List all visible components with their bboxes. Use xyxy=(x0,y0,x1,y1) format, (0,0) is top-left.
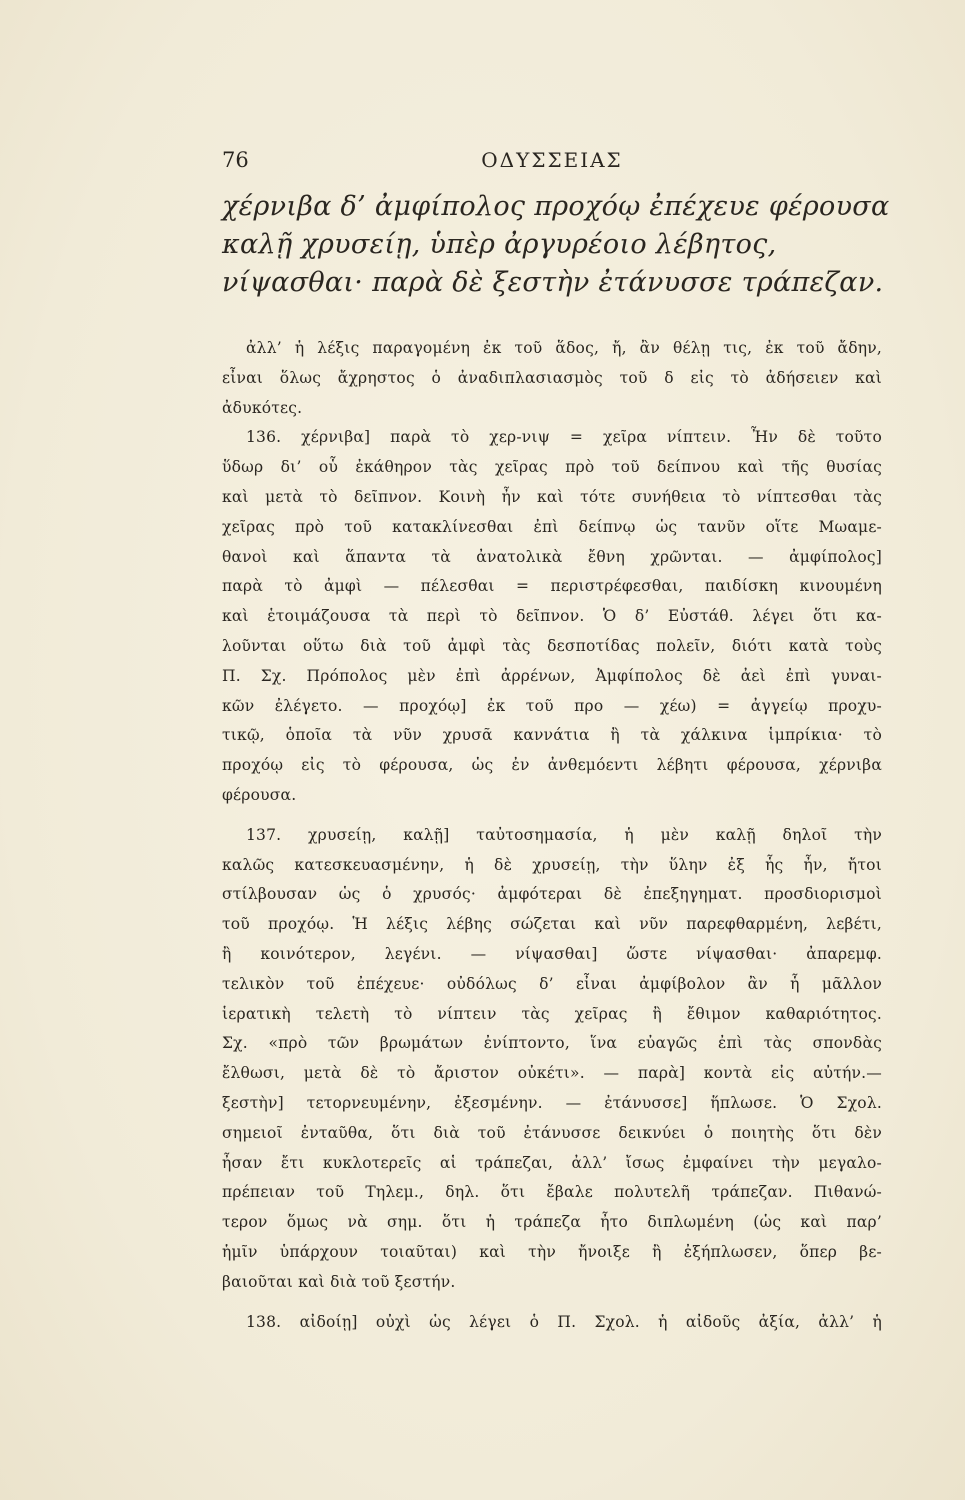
verse-block xyxy=(222,188,890,302)
commentary-line: τοῦ προχόῳ. Ἡ λέξις λέβης σώζεται καὶ νῦν παρεφθαρμένη, λεβέτι, xyxy=(222,915,882,934)
running-title: ΟΔΥΣΣΕΙΑΣ xyxy=(481,148,623,172)
commentary-line: κῶν ἐλέγετο. — προχόῳ] ἐκ τοῦ προ — χέω) = ἀγγείῳ προχυ- xyxy=(222,696,882,715)
commentary-line: τερον ὅμως νὰ σημ. ὅτι ἡ τράπεζα ἦτο διπλωμένη (ὡς καὶ παρ’ xyxy=(222,1213,882,1232)
note-137-start: 137. χρυσείῃ, καλῇ] ταὐτοσημασία, ἡ μὲν καλῇ δηλοῖ τὴν xyxy=(246,825,882,844)
commentary-line: ἱερατικὴ τελετὴ τὸ νίπτειν τὰς χεῖρας ἢ ἔθιμον καθαριότητος. xyxy=(222,1004,882,1023)
commentary-line: παρὰ τὸ ἀμφὶ — πέλεσθαι = περιστρέφεσθαι, παιδίσκη κινουμένη xyxy=(222,577,882,596)
commentary-line: φέρουσα. xyxy=(222,785,297,804)
commentary-line: στίλβουσαν ὡς ὁ χρυσός· ἀμφότεραι δὲ ἐπεξηγηματ. προσδιορισμοὶ xyxy=(222,885,882,904)
page-number: 76 xyxy=(222,148,249,172)
note-136-start: 136. χέρνιβα] παρὰ τὸ χερ-νιψ = χεῖρα νίπτειν. Ἦν δὲ τοῦτο xyxy=(246,428,882,447)
note-138-start: 138. αἰδοίῃ] οὐχὶ ὡς λέγει ὁ Π. Σχολ. ἡ αἰδοῦς ἀξία, ἀλλ’ ἡ xyxy=(246,1312,882,1331)
commentary-line: Π. Σχ. Πρόπολος μὲν ἐπὶ ἀρρένων, Ἀμφίπολος δὲ ἀεὶ ἐπὶ γυναι- xyxy=(222,666,882,685)
commentary-block xyxy=(222,334,882,1337)
verse-line: νίψασθαι· παρὰ δὲ ξεστὴν ἐτάνυσσε τράπεζαν. xyxy=(222,267,884,298)
commentary-line: καὶ ἑτοιμάζουσα τὰ περὶ τὸ δεῖπνον. Ὁ δ’ Εὐστάθ. λέγει ὅτι κα- xyxy=(222,607,882,626)
commentary-line: καλῶς κατεσκευασμένην, ἡ δὲ χρυσείῃ, τὴν ὕλην ἐξ ἧς ἦν, ἤτοι xyxy=(222,855,882,874)
commentary-line: προχόῳ εἰς τὸ φέρουσα, ὡς ἐν ἀνθεμόεντι λέβητι φέρουσα, χέρνιβα xyxy=(222,756,882,775)
commentary-line: ἀλλ’ ἡ λέξις παραγομένη ἐκ τοῦ ἅδος, ἤ, ἂν θέλῃ τις, ἐκ τοῦ ἄδην, xyxy=(246,339,882,357)
commentary-line: καὶ μετὰ τὸ δεῖπνον. Κοινὴ ἦν καὶ τότε συνήθεια τὸ νίπτεσθαι τὰς xyxy=(222,487,882,506)
verse-line: καλῇ χρυσείῃ, ὑπὲρ ἀργυρέοιο λέβητος, xyxy=(222,229,777,260)
commentary-line: ἡμῖν ὑπάρχουν τοιαῦται) καὶ τὴν ἤνοιξε ἢ ἐξήπλωσεν, ὅπερ βε- xyxy=(222,1242,882,1261)
commentary-line: Σχ. «πρὸ τῶν βρωμάτων ἐνίπτοντο, ἵνα εὐαγῶς ἐπὶ τὰς σπονδὰς xyxy=(222,1034,882,1053)
commentary-line: πρέπειαν τοῦ Τηλεμ., δηλ. ὅτι ἔβαλε πολυτελῆ τράπεζαν. Πιθανώ- xyxy=(222,1183,882,1202)
commentary-line: εἶναι ὅλως ἄχρηστος ὁ ἀναδιπλασιασμὸς τοῦ δ εἰς τὸ ἀδήσειεν καὶ xyxy=(222,368,882,387)
commentary-line: ὕδωρ δι’ οὗ ἐκάθηρον τὰς χεῖρας πρὸ τοῦ δείπνου καὶ τῆς θυσίας xyxy=(222,458,882,477)
commentary-line: ἢ κοινότερον, λεγένι. — νίψασθαι] ὥστε νίψασθαι· ἀπαρεμφ. xyxy=(222,944,882,963)
commentary-line: ἔλθωσι, μετὰ δὲ τὸ ἄριστον οὐκέτι». — παρὰ] κοντὰ εἰς αὐτήν.— xyxy=(222,1064,882,1083)
commentary-line: λοῦνται οὕτω διὰ τοῦ ἀμφὶ τὰς δεσποτίδας πολεῖν, διότι κατὰ τοὺς xyxy=(222,636,882,655)
commentary-line: βαιοῦται καὶ διὰ τοῦ ξεστήν. xyxy=(222,1272,456,1291)
commentary-line: ἀδυκότες. xyxy=(222,398,303,417)
commentary-line: τικῷ, ὁποῖα τὰ νῦν χρυσᾶ καννάτια ἢ τὰ χάλκινα ἱμπρίκια· τὸ xyxy=(222,726,882,745)
commentary-line: ἦσαν ἔτι κυκλοτερεῖς αἱ τράπεζαι, ἀλλ’ ἴσως ἐμφαίνει τὴν μεγαλο- xyxy=(222,1153,882,1172)
verse-line: χέρνιβα δ’ ἀμφίπολος προχόῳ ἐπέχευε φέρουσα xyxy=(222,191,890,222)
commentary-line: τελικὸν τοῦ ἐπέχευε· οὐδόλως δ’ εἶναι ἀμφίβολον ἂν ἧ μᾶλλον xyxy=(222,974,882,993)
page-header xyxy=(222,148,882,178)
commentary-line: θανοὶ καὶ ἅπαντα τὰ ἀνατολικὰ ἔθνη χρῶνται. — ἀμφίπολος] xyxy=(222,547,882,566)
commentary-line: χεῖρας πρὸ τοῦ κατακλίνεσθαι ἐπὶ δείπνῳ ὡς τανῦν οἵτε Μωαμε- xyxy=(222,517,882,536)
commentary-line: ξεστὴν] τετορνευμένην, ἐξεσμένην. — ἐτάνυσσε] ἥπλωσε. Ὁ Σχολ. xyxy=(222,1093,882,1112)
commentary-line: σημειοῖ ἐνταῦθα, ὅτι διὰ τοῦ ἐτάνυσσε δεικνύει ὁ ποιητὴς ὅτι δὲν xyxy=(222,1123,882,1142)
